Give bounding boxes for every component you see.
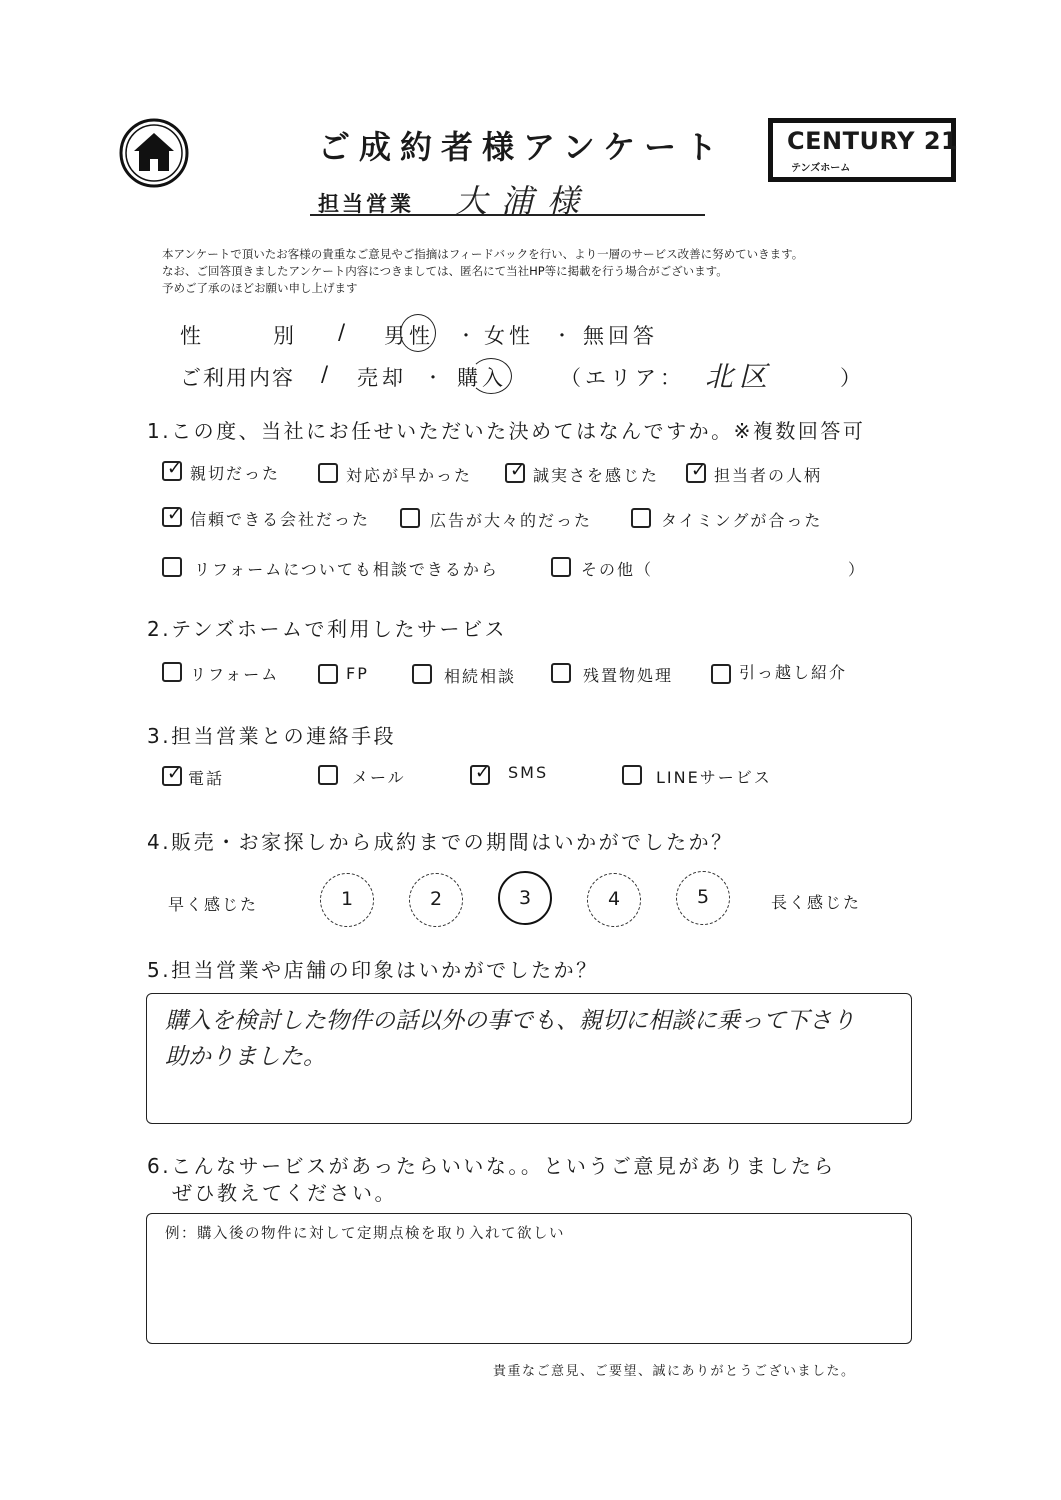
check-mark-icon: ✓ bbox=[167, 458, 183, 479]
q5-answer-line-1: 購入を検討した物件の話以外の事でも、親切に相談に乗って下さり bbox=[165, 1008, 855, 1034]
q1-other-close: ） bbox=[848, 560, 867, 579]
q4-scale-1[interactable]: 1 bbox=[320, 873, 374, 927]
brand-name: CENTURY 21 bbox=[787, 127, 959, 155]
usage-selected-mark bbox=[470, 358, 512, 394]
option-label: 広告が大々的だった bbox=[430, 511, 593, 530]
usage-label: ご利用内容 bbox=[180, 366, 295, 390]
intro-line-1: 本アンケートで頂いたお客様の貴重なご意見やご指摘はフィードバックを行い、より一層のサービス改善に努めていきます。 bbox=[162, 247, 804, 261]
q4-left-label: 早く感じた bbox=[168, 895, 259, 914]
usage-option-buy[interactable]: 購入 bbox=[457, 366, 507, 390]
q4-question: 4.販売・お家探しから成約までの期間はいかがでしたか？ bbox=[147, 830, 734, 854]
q5-question: 5.担当営業や店舗の印象はいかがでしたか？ bbox=[147, 958, 599, 982]
q3-question: 3.担当営業との連絡手段 bbox=[147, 724, 397, 748]
checkbox[interactable] bbox=[551, 557, 571, 577]
house-logo-icon bbox=[118, 117, 190, 189]
option-label: 残置物処理 bbox=[583, 666, 674, 685]
option-label: 親切だった bbox=[190, 464, 281, 483]
q2-question: 2.テンズホームで利用したサービス bbox=[147, 617, 507, 641]
checkbox[interactable] bbox=[162, 662, 182, 682]
q4-right-label: 長く感じた bbox=[771, 893, 862, 912]
q1-question: 1.この度、当社にお任せいただいた決めてはなんですか。※複数回答可 bbox=[147, 419, 866, 443]
checkbox[interactable] bbox=[162, 763, 183, 786]
option-label: SMS bbox=[508, 763, 549, 782]
staff-name: 大浦様 bbox=[455, 182, 594, 220]
checkbox[interactable] bbox=[318, 463, 338, 483]
check-mark-icon: ✓ bbox=[167, 763, 183, 784]
checkbox[interactable] bbox=[622, 765, 642, 785]
q4-scale-3[interactable]: 3 bbox=[498, 871, 552, 925]
q4-scale-5[interactable]: 5 bbox=[676, 871, 730, 925]
checkbox[interactable] bbox=[470, 762, 491, 785]
checkbox[interactable] bbox=[711, 664, 731, 684]
q5-answer-box[interactable] bbox=[146, 993, 912, 1124]
staff-underline bbox=[310, 214, 705, 216]
checkbox[interactable] bbox=[551, 663, 571, 683]
q4-scale-2[interactable]: 2 bbox=[409, 873, 463, 927]
check-mark-icon: ✓ bbox=[167, 504, 183, 525]
usage-sep: / bbox=[321, 362, 329, 386]
check-mark-icon: ✓ bbox=[475, 762, 491, 783]
checkbox[interactable] bbox=[162, 557, 182, 577]
gender-selected-mark bbox=[400, 314, 436, 352]
checkbox[interactable] bbox=[686, 460, 707, 483]
checkbox[interactable] bbox=[318, 664, 338, 684]
option-label: 対応が早かった bbox=[346, 466, 473, 485]
area-label: （エリア： bbox=[560, 366, 685, 390]
usage-dot: ・ bbox=[424, 368, 442, 389]
option-label: FP bbox=[346, 664, 369, 683]
q4-scale-4[interactable]: 4 bbox=[587, 873, 641, 927]
checkbox[interactable] bbox=[318, 765, 338, 785]
intro-line-3: 予めご了承のほどお願い申し上げます bbox=[162, 281, 358, 295]
footer-thanks: 貴重なご意見、ご要望、誠にありがとうございました。 bbox=[493, 1364, 856, 1379]
area-close: ） bbox=[840, 366, 861, 390]
q5-answer-line-2: 助かりました。 bbox=[165, 1044, 326, 1070]
checkbox[interactable] bbox=[505, 460, 526, 483]
brand-sub: テンズホーム bbox=[791, 163, 851, 174]
option-label: リフォーム bbox=[190, 665, 280, 684]
gender-option-female[interactable]: 女性 bbox=[484, 324, 534, 348]
q6-question-line-1: 6.こんなサービスがあったらいいな。。というご意見がありましたら bbox=[147, 1154, 836, 1178]
option-label: メール bbox=[352, 768, 406, 787]
checkbox[interactable] bbox=[162, 504, 183, 527]
option-label: 誠実さを感じた bbox=[533, 466, 660, 485]
staff-label: 担当営業 bbox=[318, 192, 414, 216]
option-label: 相続相談 bbox=[444, 667, 517, 686]
checkbox[interactable] bbox=[400, 508, 420, 528]
option-label: リフォームについても相談できるから bbox=[194, 560, 499, 579]
option-label: その他（ bbox=[581, 560, 654, 579]
area-value[interactable]: 北区 bbox=[705, 360, 774, 393]
gender-label: 性 別 bbox=[180, 324, 304, 348]
checkbox[interactable] bbox=[631, 508, 651, 528]
page-title: ご成約者様アンケート bbox=[318, 128, 727, 166]
q6-question-line-2: ぜひ教えてください。 bbox=[172, 1181, 397, 1205]
gender-sep: / bbox=[338, 320, 346, 344]
checkbox[interactable] bbox=[162, 458, 183, 481]
gender-option-male[interactable]: 男性 bbox=[384, 324, 434, 348]
option-label: 担当者の人柄 bbox=[714, 466, 823, 485]
gender-dot-1: ・ bbox=[457, 326, 475, 347]
q6-placeholder: 例：購入後の物件に対して定期点検を取り入れて欲しい bbox=[165, 1226, 565, 1242]
gender-option-none[interactable]: 無回答 bbox=[583, 324, 658, 348]
option-label: LINEサービス bbox=[656, 768, 772, 787]
intro-line-2: なお、ご回答頂きましたアンケート内容につきましては、匿名にて当社HP等に掲載を行う場合がございます。 bbox=[162, 264, 728, 278]
option-label: 信頼できる会社だった bbox=[190, 510, 371, 529]
century21-logo bbox=[768, 118, 959, 182]
gender-dot-2: ・ bbox=[553, 326, 571, 347]
check-mark-icon: ✓ bbox=[510, 460, 526, 481]
option-label: 電話 bbox=[188, 769, 225, 788]
option-label: タイミングが合った bbox=[661, 511, 823, 530]
q6-answer-box[interactable] bbox=[146, 1213, 912, 1344]
check-mark-icon: ✓ bbox=[691, 460, 707, 481]
option-label: 引っ越し紹介 bbox=[739, 663, 848, 682]
checkbox[interactable] bbox=[412, 664, 432, 684]
usage-option-sell[interactable]: 売却 bbox=[357, 366, 407, 390]
